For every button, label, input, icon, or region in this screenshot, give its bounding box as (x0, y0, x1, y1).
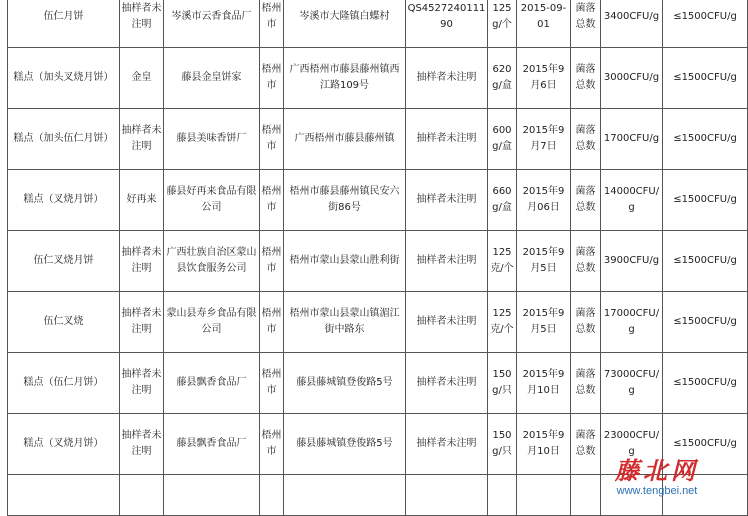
cell-test-item: 菌落总数 (571, 414, 601, 475)
cell-result: 17000CFU/g (601, 292, 663, 353)
cell-manufacturer: 藤县金皇饼家 (164, 48, 260, 109)
cell-empty (8, 475, 120, 516)
cell-production-date: 2015年9月5日 (517, 231, 571, 292)
cell-manufacturer: 藤县美味香饼厂 (164, 109, 260, 170)
cell-production-date: 2015-09-01 (517, 0, 571, 48)
cell-spec: 150g/只 (488, 353, 517, 414)
cell-result: 3000CFU/g (601, 48, 663, 109)
cell-brand: 抽样者未注明 (120, 353, 164, 414)
table-row (8, 0, 748, 48)
cell-standard: ≤1500CFU/g (663, 231, 748, 292)
cell-brand: 抽样者未注明 (120, 0, 164, 48)
cell-license: 抽样者未注明 (406, 231, 488, 292)
sampling-results-table (7, 0, 748, 516)
cell-result: 3400CFU/g (601, 0, 663, 48)
cell-city: 梧州市 (260, 292, 284, 353)
cell-city: 梧州市 (260, 414, 284, 475)
cell-empty (164, 475, 260, 516)
cell-test-item: 菌落总数 (571, 170, 601, 231)
cell-product-name: 糕点（叉烧月饼） (8, 414, 120, 475)
watermark-logo-text: 藤北网 (615, 456, 699, 485)
cell-empty (517, 475, 571, 516)
cell-test-item: 菌落总数 (571, 292, 601, 353)
cell-city: 梧州市 (260, 0, 284, 48)
cell-product-name: 伍仁月饼 (8, 0, 120, 48)
cell-production-date: 2015年9月5日 (517, 292, 571, 353)
cell-test-item: 菌落总数 (571, 0, 601, 48)
cell-result: 1700CFU/g (601, 109, 663, 170)
cell-test-item: 菌落总数 (571, 109, 601, 170)
cell-city: 梧州市 (260, 353, 284, 414)
cell-spec: 125克/个 (488, 292, 517, 353)
cell-empty (571, 475, 601, 516)
cell-standard: ≤1500CFU/g (663, 0, 748, 48)
cell-license: 抽样者未注明 (406, 414, 488, 475)
cell-manufacturer: 藤县飘香食品厂 (164, 353, 260, 414)
cell-license: 抽样者未注明 (406, 170, 488, 231)
cell-standard: ≤1500CFU/g (663, 170, 748, 231)
table-row (8, 292, 748, 353)
cell-address: 藤县藤城镇登俊路5号 (284, 414, 406, 475)
cell-product-name: 糕点（加头叉烧月饼） (8, 48, 120, 109)
cell-product-name: 糕点（伍仁月饼） (8, 353, 120, 414)
cell-manufacturer: 蒙山县寿乡食品有限公司 (164, 292, 260, 353)
cell-product-name: 伍仁叉烧月饼 (8, 231, 120, 292)
cell-result: 23000CFU/g (601, 414, 663, 475)
table-row (8, 109, 748, 170)
watermark-url: www.tengbei.net (616, 485, 698, 497)
cell-city: 梧州市 (260, 231, 284, 292)
cell-production-date: 2015年9月06日 (517, 170, 571, 231)
cell-brand: 抽样者未注明 (120, 109, 164, 170)
cell-address: 梧州市蒙山县蒙山镇湄江街中路东 (284, 292, 406, 353)
cell-empty (120, 475, 164, 516)
cell-standard: ≤1500CFU/g (663, 414, 748, 475)
table-row (8, 353, 748, 414)
cell-test-item: 菌落总数 (571, 353, 601, 414)
cell-manufacturer: 岑溪市云香食品厂 (164, 0, 260, 48)
cell-brand: 抽样者未注明 (120, 414, 164, 475)
cell-standard: ≤1500CFU/g (663, 109, 748, 170)
cell-product-name: 糕点（加头伍仁月饼） (8, 109, 120, 170)
cell-address: 广西梧州市藤县藤州镇 (284, 109, 406, 170)
site-watermark (598, 457, 716, 498)
cell-spec: 150g/只 (488, 414, 517, 475)
cell-result: 3900CFU/g (601, 231, 663, 292)
cell-license: 抽样者未注明 (406, 292, 488, 353)
table-row (8, 170, 748, 231)
cell-license: 抽样者未注明 (406, 48, 488, 109)
cell-spec: 620g/盒 (488, 48, 517, 109)
cell-city: 梧州市 (260, 170, 284, 231)
cell-empty (284, 475, 406, 516)
cell-standard: ≤1500CFU/g (663, 48, 748, 109)
cell-brand: 抽样者未注明 (120, 231, 164, 292)
cell-test-item: 菌落总数 (571, 48, 601, 109)
cell-production-date: 2015年9月10日 (517, 414, 571, 475)
cell-brand: 金皇 (120, 48, 164, 109)
cell-manufacturer: 藤县飘香食品厂 (164, 414, 260, 475)
table-row (8, 231, 748, 292)
cell-city: 梧州市 (260, 48, 284, 109)
cell-manufacturer: 藤县好再来食品有限公司 (164, 170, 260, 231)
cell-empty (406, 475, 488, 516)
cell-result: 14000CFU/g (601, 170, 663, 231)
cell-brand: 好再来 (120, 170, 164, 231)
cell-spec: 600g/盒 (488, 109, 517, 170)
cell-address: 梧州市藤县藤州镇民安六街86号 (284, 170, 406, 231)
cell-manufacturer: 广西壮族自治区蒙山县饮食服务公司 (164, 231, 260, 292)
cell-result: 73000CFU/g (601, 353, 663, 414)
cell-production-date: 2015年9月7日 (517, 109, 571, 170)
cell-brand: 抽样者未注明 (120, 292, 164, 353)
cell-address: 岑溪市大隆镇白蝶村 (284, 0, 406, 48)
cell-standard: ≤1500CFU/g (663, 353, 748, 414)
cell-spec: 125克/个 (488, 231, 517, 292)
cell-standard: ≤1500CFU/g (663, 292, 748, 353)
cell-spec: 125g/个 (488, 0, 517, 48)
cell-product-name: 伍仁叉烧 (8, 292, 120, 353)
cell-license: 抽样者未注明 (406, 109, 488, 170)
cell-product-name: 糕点（叉烧月饼） (8, 170, 120, 231)
cell-license: QS452724011190 (406, 0, 488, 48)
table-row (8, 48, 748, 109)
cell-test-item: 菌落总数 (571, 231, 601, 292)
cell-empty (488, 475, 517, 516)
cell-production-date: 2015年9月6日 (517, 48, 571, 109)
cell-city: 梧州市 (260, 109, 284, 170)
cell-address: 广西梧州市藤县藤州镇西江路109号 (284, 48, 406, 109)
table-body (8, 0, 748, 516)
cell-empty (260, 475, 284, 516)
cell-production-date: 2015年9月10日 (517, 353, 571, 414)
cell-address: 藤县藤城镇登俊路5号 (284, 353, 406, 414)
cell-license: 抽样者未注明 (406, 353, 488, 414)
cell-spec: 660g/盒 (488, 170, 517, 231)
cell-address: 梧州市蒙山县蒙山胜利街 (284, 231, 406, 292)
